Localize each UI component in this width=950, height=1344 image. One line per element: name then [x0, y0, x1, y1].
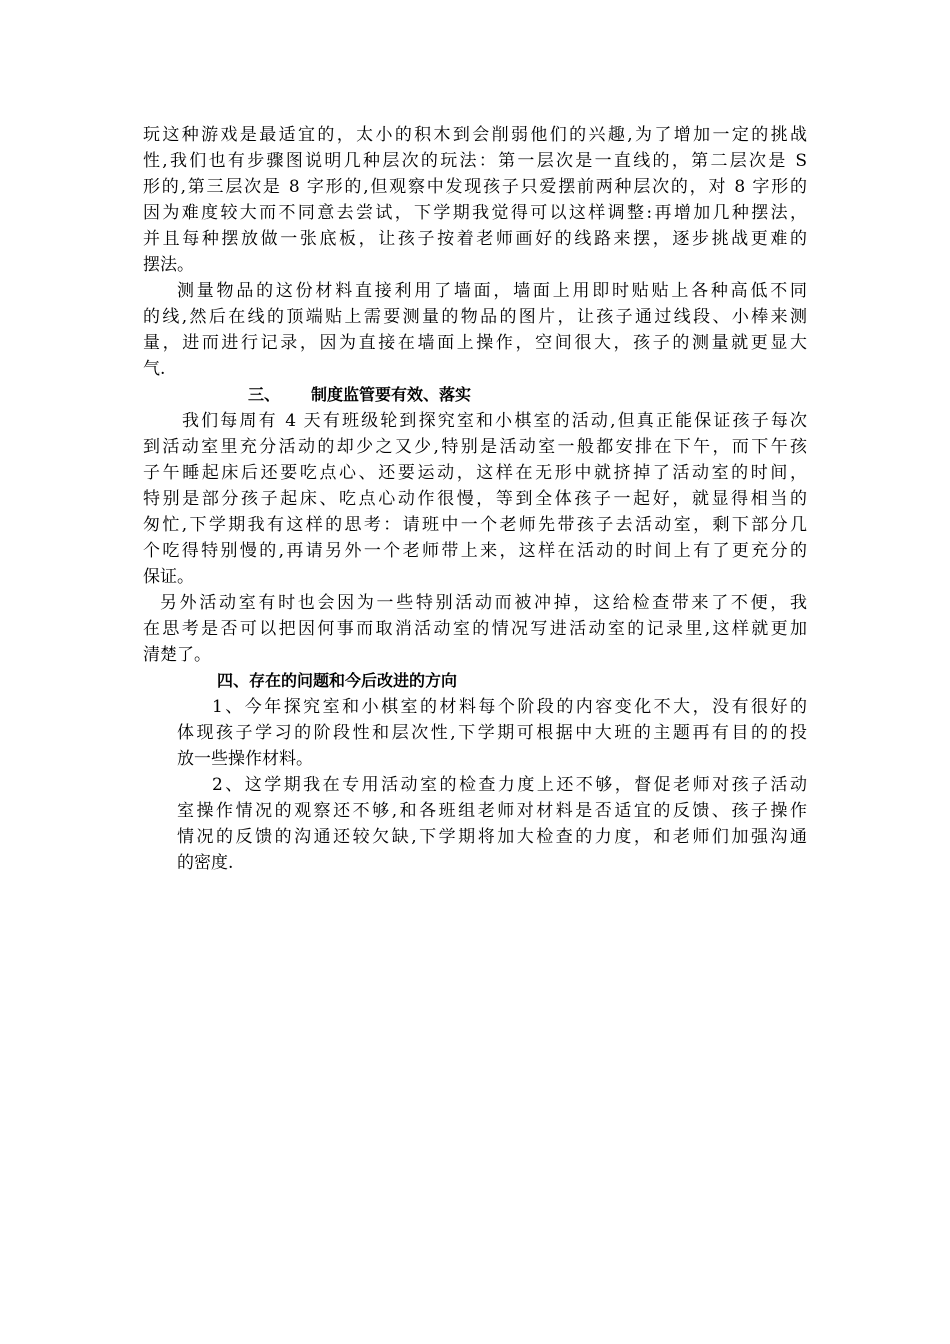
paragraph-line: 玩这种游戏是最适宜的，太小的积木到会削弱他们的兴趣,为了增加一定的挑战: [143, 125, 807, 145]
paragraph-line: 测量物品的这份材料直接利用了墙面，墙面上用即时贴贴上各种高低不同: [177, 281, 807, 301]
list-item-line: 的密度.: [177, 853, 234, 873]
paragraph-line: 保证。: [143, 567, 194, 587]
paragraph-line: 量，进而进行记录，因为直接在墙面上操作，空间很大，孩子的测量就更显大: [143, 333, 807, 353]
paragraph-line: 我们每周有 4 天有班级轮到探究室和小棋室的活动,但真正能保证孩子每次: [182, 411, 807, 431]
section-number: 三、: [248, 385, 281, 404]
list-item-line: 放一些操作材料。: [177, 749, 313, 769]
paragraph-line: 气.: [143, 359, 166, 379]
paragraph-line: 匆忙,下学期我有这样的思考：请班中一个老师先带孩子去活动室，剩下部分几: [143, 515, 807, 535]
paragraph-line: 摆法。: [143, 255, 194, 275]
paragraph-line: 个吃得特别慢的,再请另外一个老师带上来，这样在活动的时间上有了更充分的: [143, 541, 807, 561]
list-item-line: 情况的反馈的沟通还较欠缺,下学期将加大检查的力度，和老师们加强沟通: [177, 827, 807, 847]
paragraph-line: 特别是部分孩子起床、吃点心动作很慢，等到全体孩子一起好，就显得相当的: [143, 489, 807, 509]
list-item-line: 体现孩子学习的阶段性和层次性,下学期可根据中大班的主题再有目的的投: [177, 723, 807, 743]
paragraph-line: 清楚了。: [143, 645, 211, 665]
section-heading: 制度监管要有效、落实: [311, 385, 472, 404]
list-item-line: 2、这学期我在专用活动室的检查力度上还不够，督促老师对孩子活动: [212, 775, 807, 795]
section-heading: 四、存在的问题和今后改进的方向: [217, 671, 458, 690]
paragraph-line: 在思考是否可以把因何事而取消活动室的情况写进活动室的记录里,这样就更加: [143, 619, 807, 639]
paragraph-line: 性,我们也有步骤图说明几种层次的玩法：第一层次是一直线的，第二层次是 S: [143, 151, 807, 171]
list-item-line: 室操作情况的观察还不够,和各班组老师对材料是否适宜的反馈、孩子操作: [177, 801, 807, 821]
paragraph-line: 形的,第三层次是 8 字形的,但观察中发现孩子只爱摆前两种层次的，对 8 字形的: [143, 177, 807, 197]
paragraph-line: 并且每种摆放做一张底板，让孩子按着老师画好的线路来摆，逐步挑战更难的: [143, 229, 807, 249]
paragraph-line: 因为难度较大而不同意去尝试，下学期我觉得可以这样调整:再增加几种摆法，: [143, 203, 807, 223]
paragraph-line: 另外活动室有时也会因为一些特别活动而被冲掉，这给检查带来了不便，我: [160, 593, 807, 613]
list-item-line: 1、今年探究室和小棋室的材料每个阶段的内容变化不大，没有很好的: [212, 697, 807, 717]
paragraph-line: 子午睡起床后还要吃点心、还要运动，这样在无形中就挤掉了活动室的时间，: [143, 463, 807, 483]
paragraph-line: 到活动室里充分活动的却少之又少,特别是活动室一般都安排在下午，而下午孩: [143, 437, 807, 457]
paragraph-line: 的线,然后在线的顶端贴上需要测量的物品的图片，让孩子通过线段、小棒来测: [143, 307, 807, 327]
